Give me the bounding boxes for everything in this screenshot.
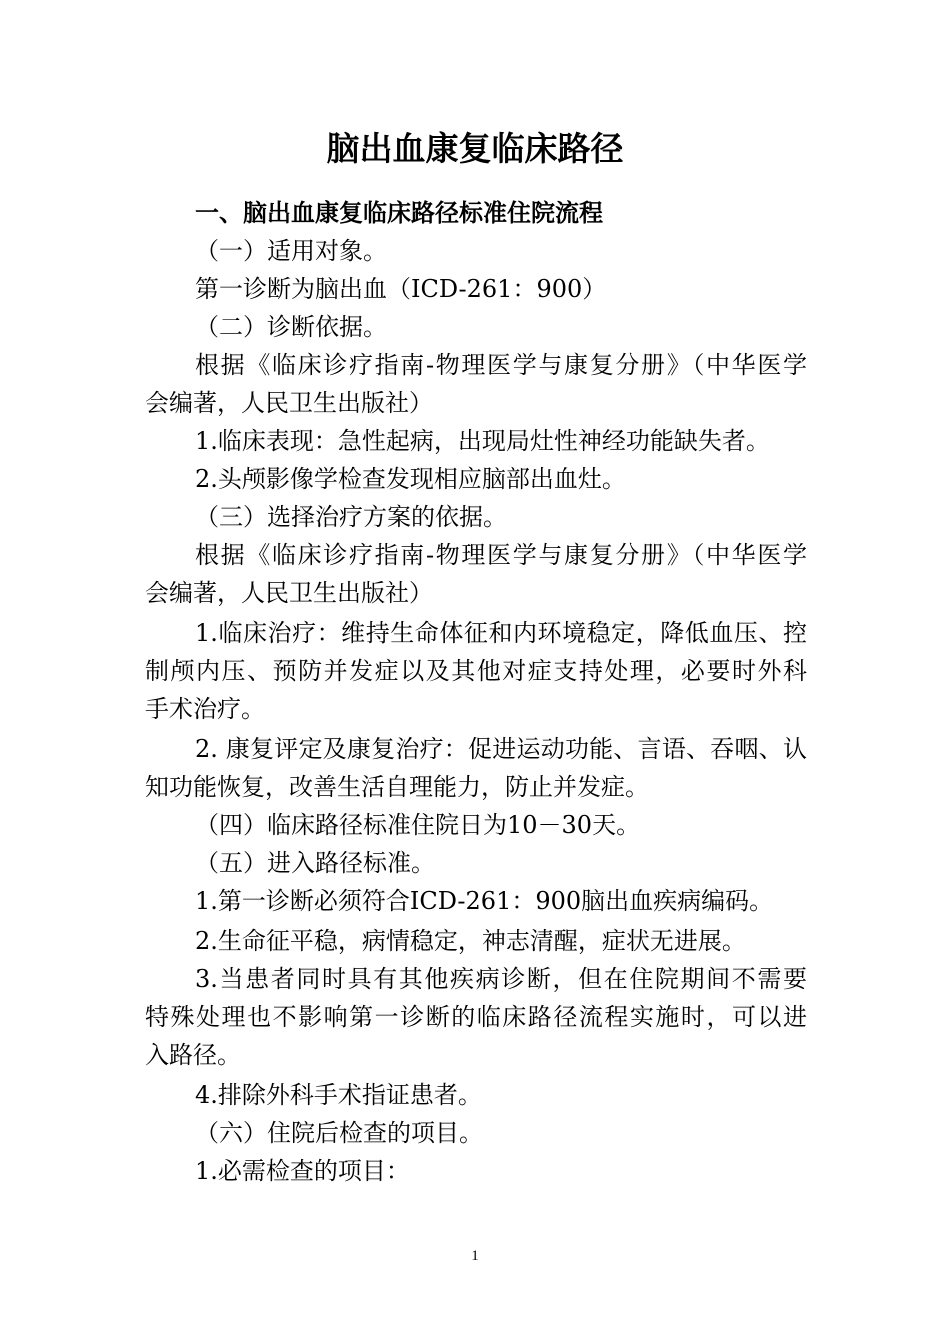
- paragraph-line: 第一诊断为脑出血（ICD-261：900）: [195, 275, 607, 303]
- list-item: 4.排除外科手术指证患者。: [195, 1081, 482, 1109]
- list-item: 1.第一诊断必须符合ICD-261：900脑出血疾病编码。: [195, 887, 774, 915]
- section-heading: 一、脑出血康复临床路径标准住院流程: [195, 199, 603, 227]
- document-title: 脑出血康复临床路径: [326, 129, 624, 168]
- subsection-heading: （六）住院后检查的项目。: [195, 1119, 483, 1147]
- paragraph-line: 入路径。: [145, 1041, 241, 1069]
- paragraph-line: 制颅内压、预防并发症以及其他对症支持处理，必要时外科: [145, 657, 807, 685]
- subsection-heading: （五）进入路径标准。: [195, 849, 435, 877]
- list-item: 1.临床表现：急性起病，出现局灶性神经功能缺失者。: [195, 427, 770, 455]
- paragraph-line: 根据《临床诊疗指南-物理医学与康复分册》（中华医学: [195, 351, 807, 379]
- paragraph-line: 知功能恢复，改善生活自理能力，防止并发症。: [145, 773, 649, 801]
- list-item: 2.头颅影像学检查发现相应脑部出血灶。: [195, 465, 626, 493]
- list-item: 1.必需检查的项目：: [195, 1157, 410, 1185]
- list-item: 2.生命征平稳，病情稳定，神志清醒，症状无进展。: [195, 927, 746, 955]
- page-number: 1: [471, 1248, 479, 1264]
- subsection-heading: （四）临床路径标准住院日为10－30天。: [195, 811, 641, 839]
- paragraph-line: 根据《临床诊疗指南-物理医学与康复分册》（中华医学: [195, 541, 807, 569]
- subsection-heading: （一）适用对象。: [195, 237, 387, 265]
- paragraph-line: 会编著，人民卫生出版社）: [145, 389, 433, 417]
- list-item: 1.临床治疗：维持生命体征和内环境稳定，降低血压、控: [195, 619, 807, 647]
- subsection-heading: （三）选择治疗方案的依据。: [195, 503, 507, 531]
- list-item: 3.当患者同时具有其他疾病诊断，但在住院期间不需要: [195, 965, 807, 993]
- paragraph-line: 特殊处理也不影响第一诊断的临床路径流程实施时，可以进: [145, 1003, 807, 1031]
- subsection-heading: （二）诊断依据。: [195, 313, 387, 341]
- paragraph-line: 会编著，人民卫生出版社）: [145, 579, 433, 607]
- list-item: 2. 康复评定及康复治疗：促进运动功能、言语、吞咽、认: [195, 735, 807, 763]
- paragraph-line: 手术治疗。: [145, 695, 265, 723]
